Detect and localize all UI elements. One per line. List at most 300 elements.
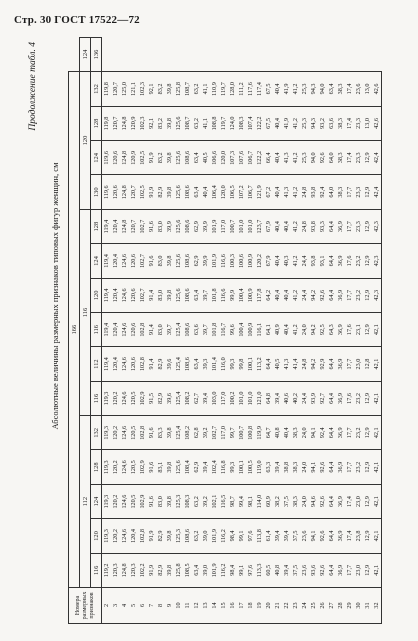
table-cell: 41,2: [291, 106, 300, 140]
table-cell: 39,8: [165, 141, 174, 175]
table-cell: 39,4: [273, 450, 282, 484]
table-row: [156, 37, 165, 623]
row-number: 24: [300, 588, 309, 624]
table-cell: 116,8: [219, 450, 228, 484]
table-cell: 64,4: [327, 278, 336, 312]
table-cell: 124,6: [120, 347, 129, 381]
table-cell: 63,4: [192, 141, 201, 175]
table-cell: 42,6: [372, 72, 382, 107]
column-header: 128: [91, 450, 102, 484]
table-cell: 40,4: [282, 209, 291, 243]
table-cell: 42,1: [372, 450, 382, 484]
table-row: [273, 37, 282, 623]
row-number: 9: [165, 588, 174, 624]
table-cell: 125,4: [174, 416, 183, 450]
table-cell: 103,0: [210, 381, 219, 415]
table-cell: 12,9: [363, 175, 372, 209]
table-cell: 94,1: [309, 519, 318, 553]
table-cell: 63,6: [192, 313, 201, 347]
table-cell: 100,1: [246, 347, 255, 381]
table-cell: 93,1: [318, 244, 327, 278]
table-cell: 102,8: [138, 347, 147, 381]
table-cell: 119,6: [102, 175, 112, 209]
table-cell: 64,4: [264, 347, 273, 381]
table-cell: 100,6: [237, 244, 246, 278]
row-number: 15: [219, 588, 228, 624]
table-cell: 83,2: [156, 106, 165, 140]
table-cell: 124,6: [120, 519, 129, 553]
table-cell: 101,4: [210, 347, 219, 381]
table-cell: 36,9: [336, 278, 345, 312]
table-cell: 108,3: [183, 484, 192, 518]
table-cell: 36,9: [336, 244, 345, 278]
table-cell: 125,6: [174, 209, 183, 243]
table-row: [192, 37, 201, 623]
group-header: 116: [80, 209, 91, 415]
table-cell: 41,2: [291, 313, 300, 347]
table-cell: 119,0: [255, 450, 264, 484]
table-cell: 98,4: [228, 519, 237, 553]
table-cell: 102,5: [138, 175, 147, 209]
table-cell: 42,3: [372, 244, 382, 278]
table-cell: 113,3: [255, 553, 264, 587]
table-cell: 120,2: [111, 450, 120, 484]
table-cell: 120,4: [111, 278, 120, 312]
table-cell: 17,7: [345, 553, 354, 587]
column-header: 124: [91, 484, 102, 518]
table-cell: 120,7: [111, 72, 120, 107]
table-cell: 122,2: [255, 141, 264, 175]
table-cell: 39,7: [201, 278, 210, 312]
table-cell: 124,6: [120, 313, 129, 347]
table-row: [120, 37, 129, 623]
table-cell: 23,0: [354, 553, 363, 587]
table-cell: 99,3: [228, 450, 237, 484]
table-cell: 94,0: [309, 141, 318, 175]
table-cell: 117,6: [246, 72, 255, 107]
table-cell: 42,1: [372, 313, 382, 347]
column-header: 132: [91, 416, 102, 450]
table-cell: 40,4: [273, 72, 282, 107]
table-cell: 120,6: [111, 175, 120, 209]
row-number: 2: [102, 588, 112, 624]
table-cell: 101,0: [237, 381, 246, 415]
table-cell: 42,1: [372, 553, 382, 587]
table-cell: 102,2: [138, 553, 147, 587]
table-cell: 91,4: [147, 313, 156, 347]
table-row: [246, 37, 255, 623]
table-cell: 125,3: [174, 519, 183, 553]
table-cell: 38,2: [273, 484, 282, 518]
table-cell: 93,8: [309, 175, 318, 209]
table-cell: 100,4: [237, 313, 246, 347]
table-cell: 117,0: [219, 209, 228, 243]
table-cell: 120,9: [129, 141, 138, 175]
table-cell: 40,6: [282, 381, 291, 415]
table-cell: 83,1: [156, 450, 165, 484]
table-cell: 91,6: [147, 484, 156, 518]
table-cell: 92,4: [318, 416, 327, 450]
table-cell: 124,6: [120, 278, 129, 312]
table-cell: 101,9: [210, 209, 219, 243]
table-cell: 23,6: [300, 553, 309, 587]
table-cell: 60,9: [264, 484, 273, 518]
table-cell: 120,5: [129, 381, 138, 415]
table-cell: 24,0: [300, 313, 309, 347]
table-cell: 62,8: [192, 416, 201, 450]
table-cell: 12,9: [363, 381, 372, 415]
table-cell: 12,9: [363, 313, 372, 347]
table-cell: 91,6: [147, 244, 156, 278]
table-cell: 36,9: [336, 313, 345, 347]
table-cell: 61,4: [264, 519, 273, 553]
row-number: 28: [336, 588, 345, 624]
table-cell: 64,0: [327, 141, 336, 175]
row-number: 7: [147, 588, 156, 624]
table-cell: 108,8: [210, 106, 219, 140]
table-cell: 62,7: [192, 381, 201, 415]
table-cell: 24,4: [300, 381, 309, 415]
table-cell: 24,0: [300, 484, 309, 518]
table-cell: 92,6: [318, 484, 327, 518]
table-cell: 12,9: [363, 484, 372, 518]
table-cell: 108,2: [183, 381, 192, 415]
row-number: 27: [327, 588, 336, 624]
table-cell: 111,2: [237, 72, 246, 107]
table-cell: 64,2: [264, 278, 273, 312]
column-header: 120: [91, 519, 102, 553]
table-cell: 63,4: [192, 553, 201, 587]
table-cell: 39,7: [165, 313, 174, 347]
table-cell: 120,0: [219, 175, 228, 209]
table-cell: 106,6: [210, 141, 219, 175]
table-cell: 124,6: [120, 381, 129, 415]
table-cell: 125,6: [174, 450, 183, 484]
table-cell: 116,5: [219, 484, 228, 518]
table-cell: 98,4: [228, 553, 237, 587]
table-cell: 67,9: [264, 209, 273, 243]
table-cell: 39,4: [273, 519, 282, 553]
table-cell: 24,4: [300, 278, 309, 312]
table-cell: 17,6: [345, 313, 354, 347]
table-cell: 12,9: [363, 141, 372, 175]
table-cell: 125,6: [174, 278, 183, 312]
table-cell: 40,4: [282, 278, 291, 312]
column-header: 116: [91, 381, 102, 415]
table-cell: 125,0: [120, 72, 129, 107]
table-cell: 39,8: [165, 72, 174, 107]
table-cell: 106,5: [228, 175, 237, 209]
table-cell: 24,8: [300, 209, 309, 243]
table-cell: 12,9: [363, 209, 372, 243]
row-number: 17: [237, 588, 246, 624]
table-cell: 99,8: [237, 347, 246, 381]
table-cell: 108,6: [183, 519, 192, 553]
table-cell: 40,4: [201, 175, 210, 209]
table-cell: 120,2: [111, 416, 120, 450]
table-cell: 12,9: [363, 416, 372, 450]
table-cell: 91,5: [147, 381, 156, 415]
table-cell: 94,6: [309, 484, 318, 518]
table-cell: 107,3: [228, 141, 237, 175]
table-cell: 39,8: [165, 244, 174, 278]
table-cell: 100,1: [237, 450, 246, 484]
row-number: 32: [372, 588, 382, 624]
row-number: 6: [138, 588, 147, 624]
table-cell: 116,6: [219, 278, 228, 312]
table-cell: 108,7: [183, 72, 192, 107]
table-cell: 39,9: [201, 244, 210, 278]
table-cell: 82,9: [156, 519, 165, 553]
table-cell: 125,4: [174, 347, 183, 381]
row-number: 29: [345, 588, 354, 624]
table-row: [210, 37, 219, 623]
table-cell: 83,0: [156, 278, 165, 312]
table-cell: 108,2: [183, 416, 192, 450]
table-cell: 101,8: [210, 278, 219, 312]
table-cell: 64,4: [327, 209, 336, 243]
table-cell: 12,9: [363, 244, 372, 278]
table-cell: 41,9: [282, 72, 291, 107]
table-cell: 12,9: [363, 278, 372, 312]
table-cell: 36,9: [336, 484, 345, 518]
table-cell: 37,5: [291, 553, 300, 587]
row-number: 8: [156, 588, 165, 624]
row-number: 5: [129, 588, 138, 624]
table-cell: 91,9: [147, 553, 156, 587]
table-cell: 120,6: [129, 278, 138, 312]
table-cell: 38,3: [291, 416, 300, 450]
table-cell: 63,6: [327, 106, 336, 140]
row-number: 23: [291, 588, 300, 624]
table-cell: 116,1: [255, 313, 264, 347]
table-cell: 39,0: [201, 553, 210, 587]
table-cell: 120,5: [129, 484, 138, 518]
table-cell: 41,3: [282, 347, 291, 381]
table-cell: 120,6: [129, 347, 138, 381]
table-cell: 108,6: [183, 313, 192, 347]
table-cell: 100,7: [228, 209, 237, 243]
table-cell: 42,4: [372, 175, 382, 209]
table-cell: 120,2: [111, 484, 120, 518]
table-cell: 120,3: [111, 553, 120, 587]
table-cell: 24,8: [300, 175, 309, 209]
table-cell: 110,9: [210, 72, 219, 107]
table-cell: 41,1: [201, 106, 210, 140]
table-cell: 63,4: [192, 175, 201, 209]
table-cell: 40,8: [273, 553, 282, 587]
table-cell: 40,3: [282, 244, 291, 278]
table-cell: 124,0: [228, 106, 237, 140]
table-cell: 102,9: [138, 484, 147, 518]
table-cell: 23,3: [354, 175, 363, 209]
table-cell: 102,8: [138, 416, 147, 450]
table-row: [174, 37, 183, 623]
table-cell: 42,1: [372, 519, 382, 553]
row-number: 14: [210, 588, 219, 624]
table-cell: 120,7: [129, 175, 138, 209]
table-cell: 83,0: [156, 484, 165, 518]
table-cell: 36,9: [336, 347, 345, 381]
header-row-top: [69, 37, 80, 623]
table-cell: 64,8: [264, 381, 273, 415]
dimensions-table: [68, 37, 382, 624]
table-cell: 24,0: [300, 416, 309, 450]
table-cell: 117,4: [255, 72, 264, 107]
table-cell: 38,3: [336, 175, 345, 209]
table-cell: 106,7: [246, 141, 255, 175]
table-cell: 120,7: [111, 106, 120, 140]
table-cell: 39,4: [282, 553, 291, 587]
table-cell: 119,3: [102, 450, 112, 484]
table-cell: 40,4: [282, 416, 291, 450]
table-cell: 38,3: [336, 141, 345, 175]
table-cell: 125,4: [174, 313, 183, 347]
top-group-header: 166: [69, 72, 80, 588]
table-cell: 102,7: [210, 416, 219, 450]
table-cell: 93,8: [309, 209, 318, 243]
table-cell: 100,7: [237, 416, 246, 450]
table-cell: 63,2: [192, 519, 201, 553]
table-cell: 92,6: [318, 141, 327, 175]
table-cell: 39,4: [201, 450, 210, 484]
table-cell: 92,6: [318, 278, 327, 312]
table-cell: 119,8: [102, 106, 112, 140]
table-cell: 93,3: [318, 209, 327, 243]
table-cell: 39,8: [165, 175, 174, 209]
table-cell: 83,2: [156, 72, 165, 107]
table-cell: 119,4: [102, 278, 112, 312]
table-cell: 40,8: [273, 416, 282, 450]
table-cell: 91,9: [147, 141, 156, 175]
table-cell: 42,1: [372, 347, 382, 381]
table-cell: 17,7: [345, 175, 354, 209]
column-header: 124: [91, 141, 102, 175]
table-cell: 83,0: [156, 209, 165, 243]
table-cell: 107,2: [237, 175, 246, 209]
table-row: [363, 37, 372, 623]
table-cell: 102,7: [138, 209, 147, 243]
table-row: [264, 37, 273, 623]
table-cell: 41,2: [291, 141, 300, 175]
table-cell: 39,4: [282, 519, 291, 553]
table-cell: 120,6: [129, 313, 138, 347]
table-cell: 102,4: [210, 450, 219, 484]
table-cell: 39,8: [165, 519, 174, 553]
table-cell: 108,3: [237, 106, 246, 140]
table-cell: 17,7: [345, 278, 354, 312]
table-cell: 63,2: [192, 106, 201, 140]
table-cell: 36,9: [336, 519, 345, 553]
table-cell: 102,7: [138, 278, 147, 312]
table-cell: 108,6: [183, 278, 192, 312]
table-cell: 42,4: [372, 141, 382, 175]
table-cell: 17,6: [345, 381, 354, 415]
table-cell: 40,5: [273, 347, 282, 381]
table-cell: 98,1: [246, 484, 255, 518]
table-cell: 39,8: [165, 553, 174, 587]
table-cell: 23,8: [354, 519, 363, 553]
table-row: [138, 37, 147, 623]
table-cell: 94,2: [309, 313, 318, 347]
table-cell: 120,0: [219, 141, 228, 175]
table-cell: 102,8: [138, 519, 147, 553]
table-cell: 120,6: [111, 141, 120, 175]
table-row: [201, 37, 210, 623]
table-cell: 102,9: [138, 450, 147, 484]
table-cell: 92,6: [318, 519, 327, 553]
table-cell: 124,6: [120, 450, 129, 484]
table-cell: 124,6: [120, 484, 129, 518]
table-cell: 99,9: [228, 278, 237, 312]
table-cell: 24,0: [300, 450, 309, 484]
table-cell: 23,2: [354, 416, 363, 450]
table-cell: 101,9: [210, 244, 219, 278]
table-cell: 64,1: [264, 313, 273, 347]
table-cell: 64,0: [327, 175, 336, 209]
table-cell: 63,2: [192, 484, 201, 518]
table-cell: 92,7: [318, 381, 327, 415]
table-cell: 40,4: [273, 278, 282, 312]
table-row: [318, 37, 327, 623]
table-cell: 94,0: [318, 72, 327, 107]
table-cell: 92,1: [147, 72, 156, 107]
table-cell: 120,4: [111, 209, 120, 243]
table-cell: 63,4: [192, 278, 201, 312]
table-cell: 40,4: [273, 141, 282, 175]
table-cell: 17,7: [345, 450, 354, 484]
table-cell: 92,6: [318, 553, 327, 587]
table-cell: 125,6: [174, 244, 183, 278]
table-cell: 91,6: [147, 450, 156, 484]
table-cell: 125,8: [174, 553, 183, 587]
column-header: 136: [91, 37, 102, 71]
table-cell: 83,0: [156, 313, 165, 347]
table-cell: 39,8: [165, 106, 174, 140]
table-cell: 113,2: [255, 347, 264, 381]
table-cell: 39,9: [201, 209, 210, 243]
table-cell: 93,8: [309, 244, 318, 278]
table-cell: 120,3: [129, 553, 138, 587]
row-number: 13: [201, 588, 210, 624]
column-header: 116: [91, 553, 102, 587]
table-cell: 41,2: [291, 278, 300, 312]
table-cell: 120,2: [111, 381, 120, 415]
table-cell: 83,3: [156, 416, 165, 450]
table-cell: 41,3: [282, 175, 291, 209]
table-cell: 116,2: [219, 553, 228, 587]
table-cell: 93,9: [309, 381, 318, 415]
table-cell: 119,4: [102, 313, 112, 347]
table-cell: 102,1: [210, 484, 219, 518]
table-row: [111, 37, 120, 623]
table-cell: 99,7: [228, 416, 237, 450]
table-cell: 42,3: [372, 209, 382, 243]
table-cell: 17,7: [345, 416, 354, 450]
table-cell: 41,2: [291, 244, 300, 278]
table-cell: 120,5: [129, 416, 138, 450]
group-header: 112: [80, 416, 91, 588]
group-header: 120: [80, 72, 91, 210]
table-cell: 24,4: [300, 244, 309, 278]
table-cell: 64,4: [327, 416, 336, 450]
table-row: [147, 37, 156, 623]
table-cell: 63,2: [192, 72, 201, 107]
table-row: [165, 37, 174, 623]
table-cell: 39,6: [165, 347, 174, 381]
row-number: 12: [192, 588, 201, 624]
table-cell: 97,6: [246, 553, 255, 587]
